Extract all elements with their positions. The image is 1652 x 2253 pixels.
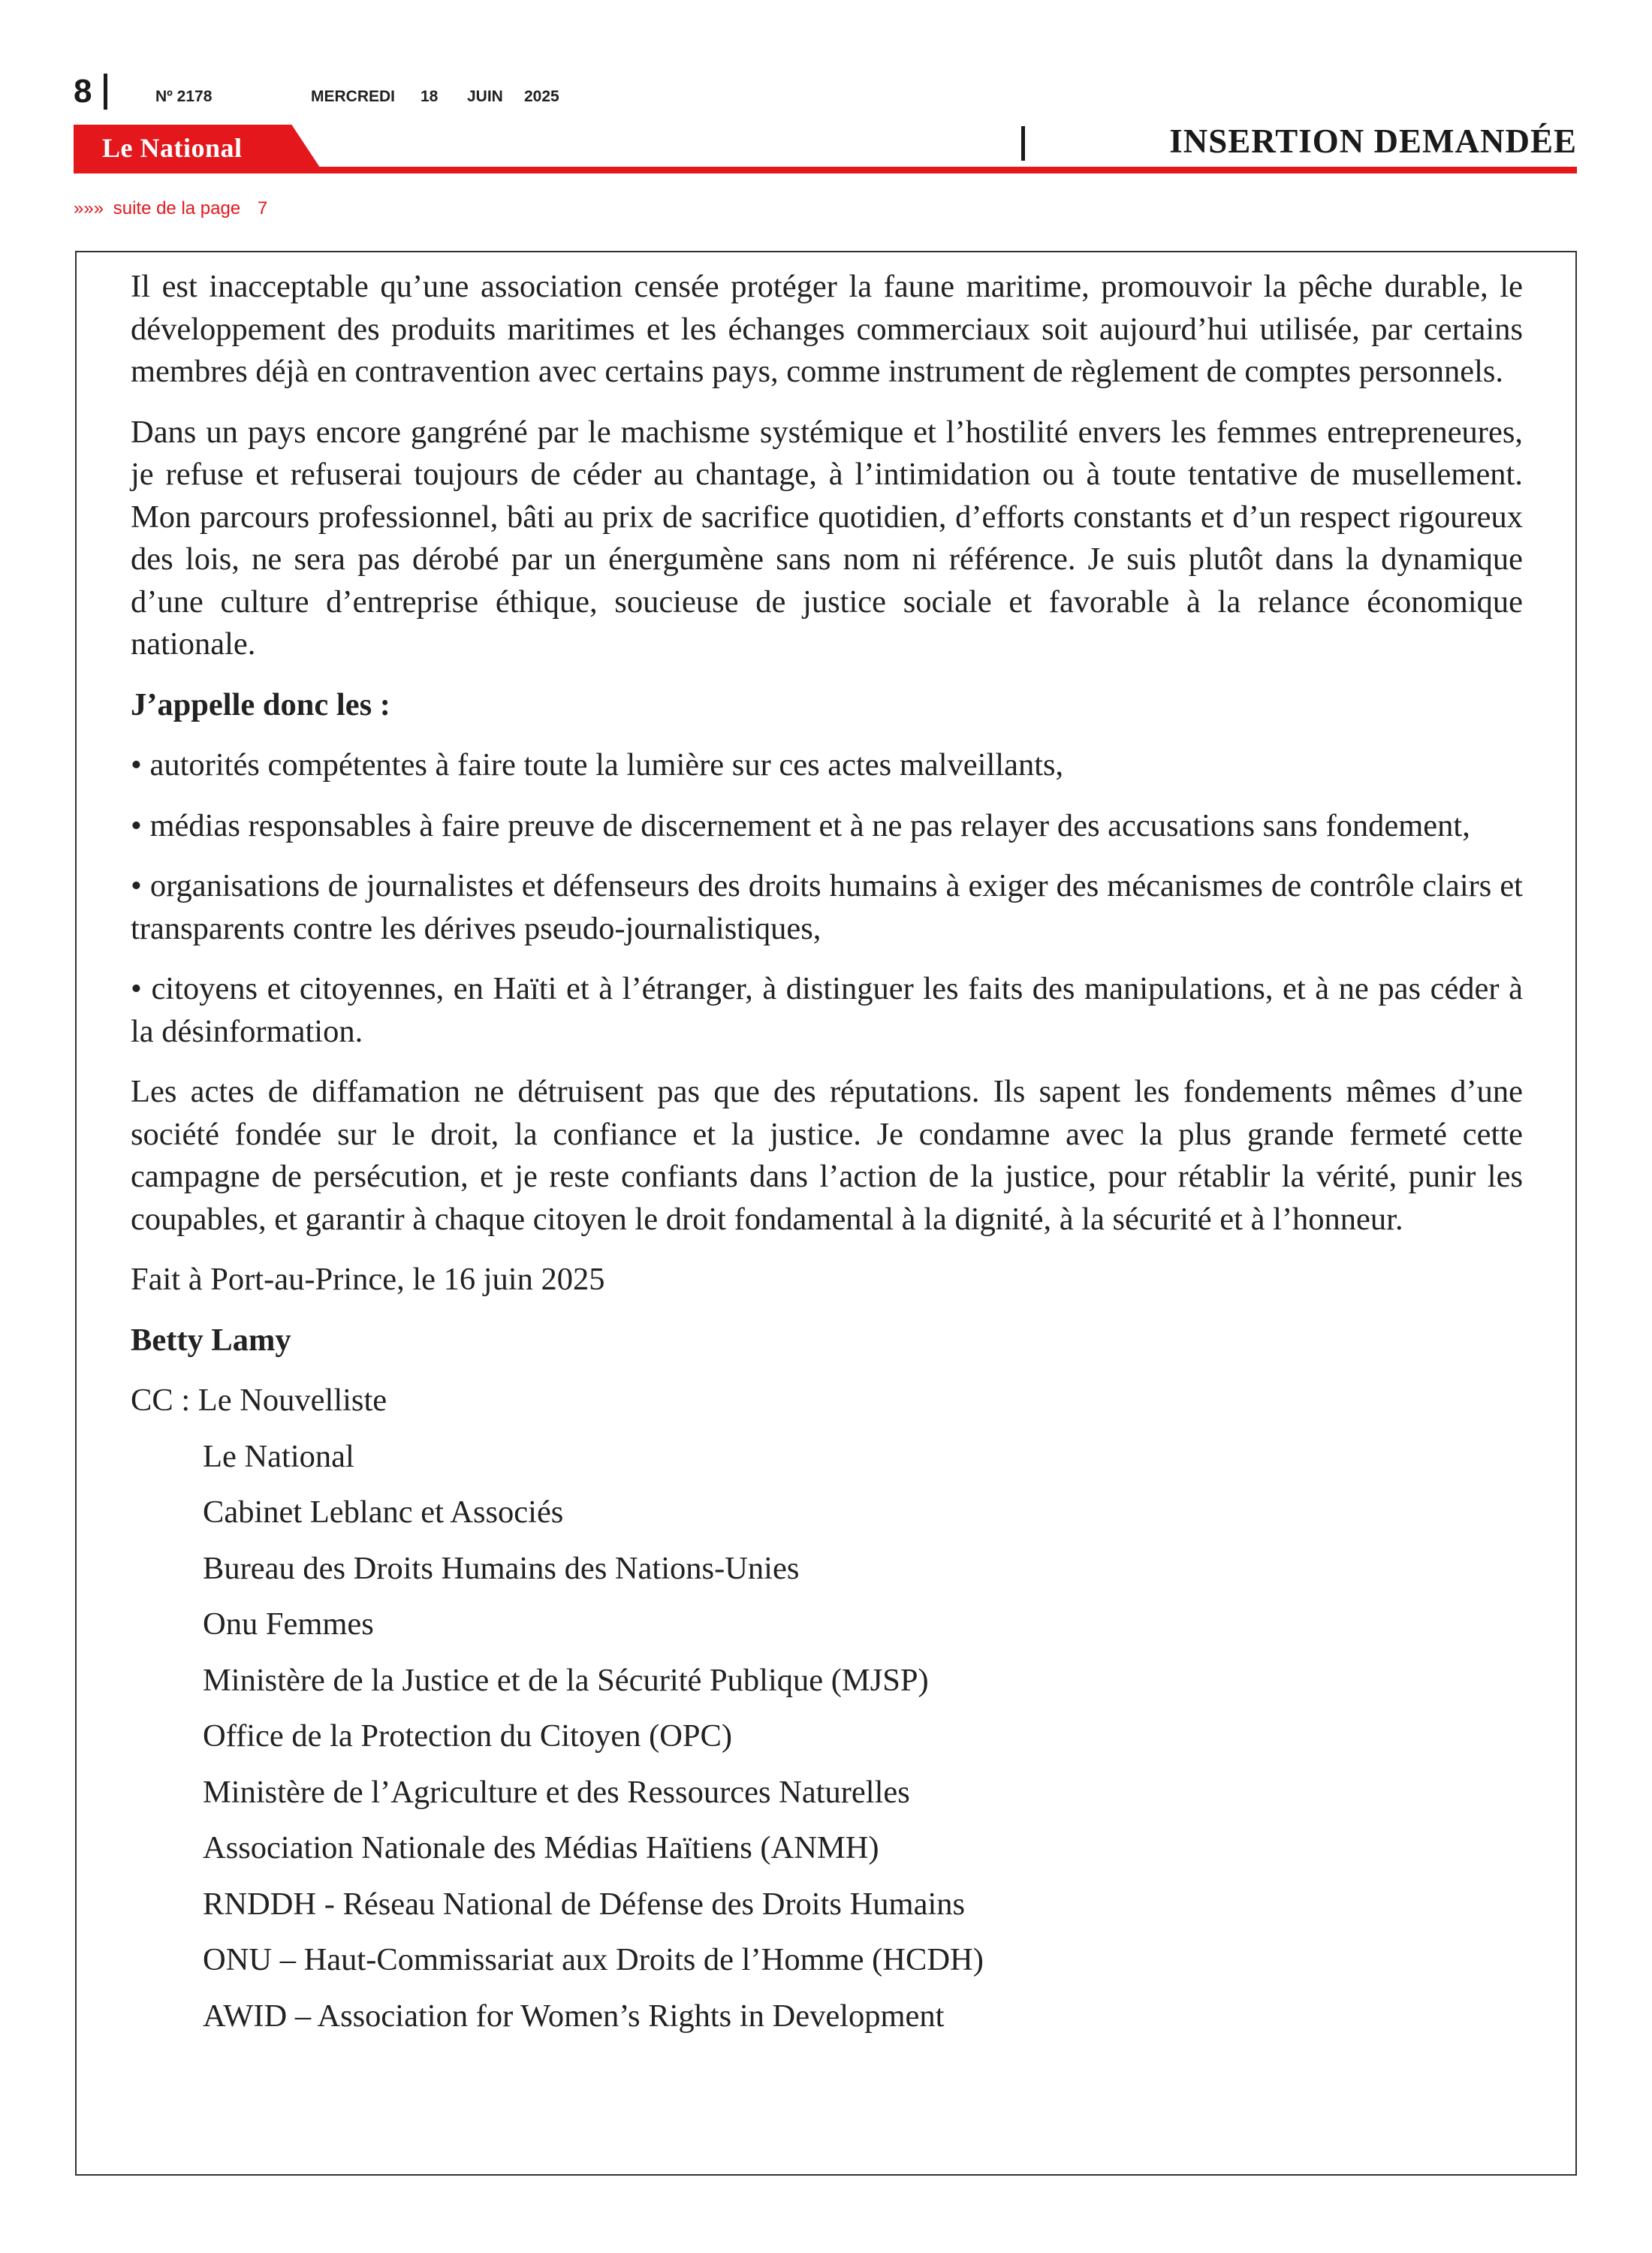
article-body — [131, 266, 1523, 2051]
article-frame — [75, 251, 1577, 2176]
cc-recipient: Onu Femmes — [203, 1606, 374, 1642]
appeal-bullet: • organisations de journalistes et défenseurs des droits humains à exiger des mécanismes de contrôle clairs et transparents contre les dérives pseudo-journalistiques, — [131, 868, 1523, 946]
issue-date-day: 18 — [421, 88, 439, 105]
header-rule — [74, 167, 1577, 173]
issue-number: Nº 2178 — [155, 88, 213, 105]
signature: Betty Lamy — [131, 1322, 291, 1358]
cc-recipient: AWID – Association for Women’s Rights in Development — [203, 1998, 945, 2034]
appeal-bullet: • citoyens et citoyennes, en Haïti et à l’étranger, à distinguer les faits des manipulations, et à ne pas céder à la désinformation. — [131, 971, 1523, 1049]
issue-day: MERCREDI — [311, 88, 396, 105]
section-title: INSERTION DEMANDÉE — [1169, 122, 1577, 160]
cc-recipient: Le National — [203, 1438, 354, 1474]
appeal-bullet: • médias responsables à faire preuve de discernement et à ne pas relayer des accusations sans fondement, — [131, 807, 1470, 843]
cc-recipient: Cabinet Leblanc et Associés — [203, 1494, 564, 1530]
cc-recipient: RNDDH - Réseau National de Défense des Droits Humains — [203, 1886, 966, 1922]
closing-paragraph: Les actes de diffamation ne détruisent pas que des réputations. Ils sapent les fondements mêmes d’une société fondée sur le droit, la confiance et la justice. Je condamne avec la plus grande fermeté cette campagne de persécution, et je reste confiants dans l’action de la justice, pour rétablir la vérité, punir les coupables, et garantir à chaque citoyen le droit fondamental à la dignité, à la sécurité et à l’honneur. — [131, 1074, 1523, 1237]
brand-logo-text: Le National — [102, 133, 243, 163]
cc-recipient: ONU – Haut-Commissariat aux Droits de l’Homme (HCDH) — [203, 1942, 984, 1977]
issue-year: 2025 — [524, 88, 559, 105]
cc-recipient: Ministère de l’Agriculture et des Ressources Naturelles — [203, 1774, 910, 1810]
cc-recipient: Bureau des Droits Humains des Nations-Unies — [203, 1550, 800, 1586]
continuation-arrows: »»» — [74, 198, 104, 219]
page-number-divider — [104, 74, 107, 110]
cc-recipient: Association Nationale des Médias Haïtiens (ANMH) — [203, 1830, 879, 1865]
article-paragraph: Dans un pays encore gangréné par le machisme systémique et l’hostilité envers les femmes entrepreneures, je refuse et refuserai toujours de céder au chantage, à l’intimidation ou à toute tentative de musellement. Mon parcours professionnel, bâti au prix de sacrifice quotidien, d’efforts constants et d’un respect rigoureux des lois, ne sera pas dérobé par un énergumène sans nom ni référence. Je suis plutôt dans la dynamique d’une culture d’entreprise éthique, soucieuse de justice sociale et favorable à la relance économique nationale. — [131, 414, 1523, 662]
place-date: Fait à Port-au-Prince, le 16 juin 2025 — [131, 1262, 605, 1297]
cc-recipient: Office de la Protection du Citoyen (OPC) — [203, 1718, 733, 1754]
cc-label: CC : Le Nouvelliste — [131, 1383, 387, 1418]
article-paragraph: Il est inacceptable qu’une association censée protéger la faune maritime, promouvoir la pêche durable, le développement des produits maritimes et les échanges commerciaux soit aujourd’hui utilisée, par certains membres déjà en contravention avec certains pays, comme instrument de règlement de comptes personnels. — [131, 269, 1523, 389]
issue-month: JUIN — [467, 88, 503, 105]
section-divider — [1021, 126, 1025, 161]
continuation-page: 7 — [257, 198, 268, 219]
page-number: 8 — [74, 73, 92, 110]
continuation-text: suite de la page — [113, 198, 241, 219]
cc-recipient: Ministère de la Justice et de la Sécurité Publique (MJSP) — [203, 1662, 929, 1698]
appeal-bullet: • autorités compétentes à faire toute la lumière sur ces actes malveillants, — [131, 747, 1064, 783]
continuation-note — [74, 198, 267, 219]
appeal-heading: J’appelle donc les : — [131, 686, 390, 722]
